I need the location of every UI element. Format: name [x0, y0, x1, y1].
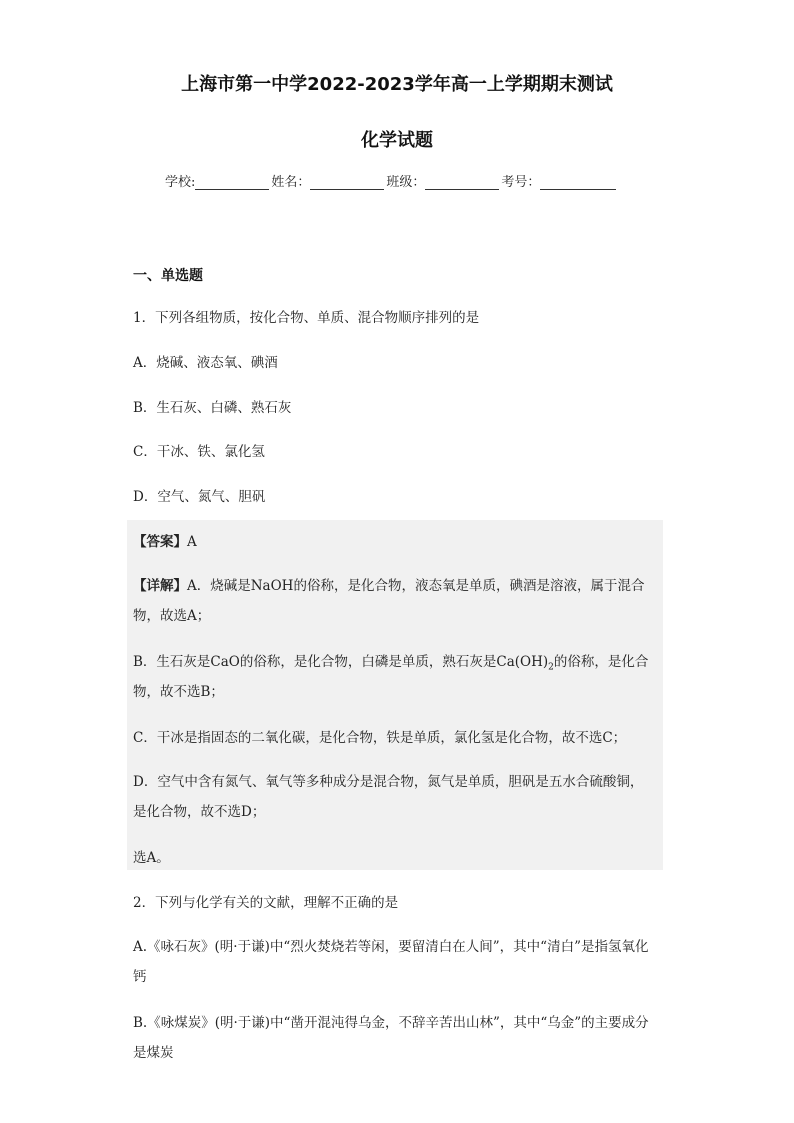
answer-line [133, 530, 668, 550]
document-subtitle: 化学试题 [361, 130, 433, 151]
question-1-option-a: A．烧碱、液态氧、碘酒 [133, 355, 278, 371]
question-2-stem: 2．下列与化学有关的文献，理解不正确的是 [133, 895, 399, 911]
document-title: 上海市第一中学2022-2023学年高一上学期期末测试 [181, 74, 613, 95]
detail-line-b1 [133, 650, 668, 673]
detail-b-text-1: B．生石灰是CaO的俗称，是化合物，白磷是单质，熟石灰是Ca(OH) [133, 654, 549, 670]
section-heading: 一、单选题 [133, 268, 203, 284]
conclusion-line: 选A。 [133, 850, 170, 866]
answer-label: 【答案】 [133, 534, 187, 550]
question-1-option-b: B．生石灰、白磷、熟石灰 [133, 400, 292, 416]
detail-line-c: C．干冰是指固态的二氧化碳，是化合物，铁是单质，氯化氢是化合物，故不选C； [133, 730, 627, 746]
school-field[interactable] [195, 175, 269, 190]
question-2-option-a-line1: A.《咏石灰》(明·于谦)中“烈火焚烧若等闲，要留清白在人间”，其中“清白”是指氢氧化 [133, 939, 649, 955]
class-field[interactable] [425, 175, 499, 190]
question-1-option-d: D．空气、氮气、胆矾 [133, 489, 266, 505]
question-2-option-a-line2: 钙 [133, 969, 147, 985]
detail-line-d1: D．空气中含有氮气、氧气等多种成分是混合物，氮气是单质，胆矾是五水合硫酸铜， [133, 774, 644, 790]
question-2-option-b-line1: B.《咏煤炭》(明·于谦)中“凿开混沌得乌金，不辞辛苦出山林”，其中“乌金”的主要成分 [133, 1015, 649, 1031]
class-label: 班级： [386, 175, 426, 190]
name-label: 姓名： [271, 175, 311, 190]
question-2-option-b-line2: 是煤炭 [133, 1045, 174, 1061]
detail-line-b2: 物，故不选B； [133, 684, 224, 700]
detail-b-subscript: 2 [548, 662, 554, 673]
name-field[interactable] [310, 175, 384, 190]
school-label: 学校: [165, 175, 196, 190]
student-info-line [165, 171, 618, 190]
exam-no-label: 考号： [501, 175, 541, 190]
exam-no-field[interactable] [540, 175, 616, 190]
answer-value: A [187, 534, 197, 550]
detail-line-a2: 物，故选A； [133, 608, 211, 624]
detail-line-a1 [133, 574, 668, 594]
question-1-option-c: C．干冰、铁、氯化氢 [133, 444, 265, 460]
question-1-stem: 1．下列各组物质，按化合物、单质、混合物顺序排列的是 [133, 310, 480, 326]
detail-label: 【详解】 [133, 578, 187, 594]
detail-b-text-2: 的俗称，是化合 [553, 654, 649, 670]
detail-a-text: A．烧碱是NaOH的俗称，是化合物，液态氧是单质，碘酒是溶液，属于混合 [187, 578, 645, 594]
detail-line-d2: 是化合物，故不选D； [133, 804, 266, 820]
